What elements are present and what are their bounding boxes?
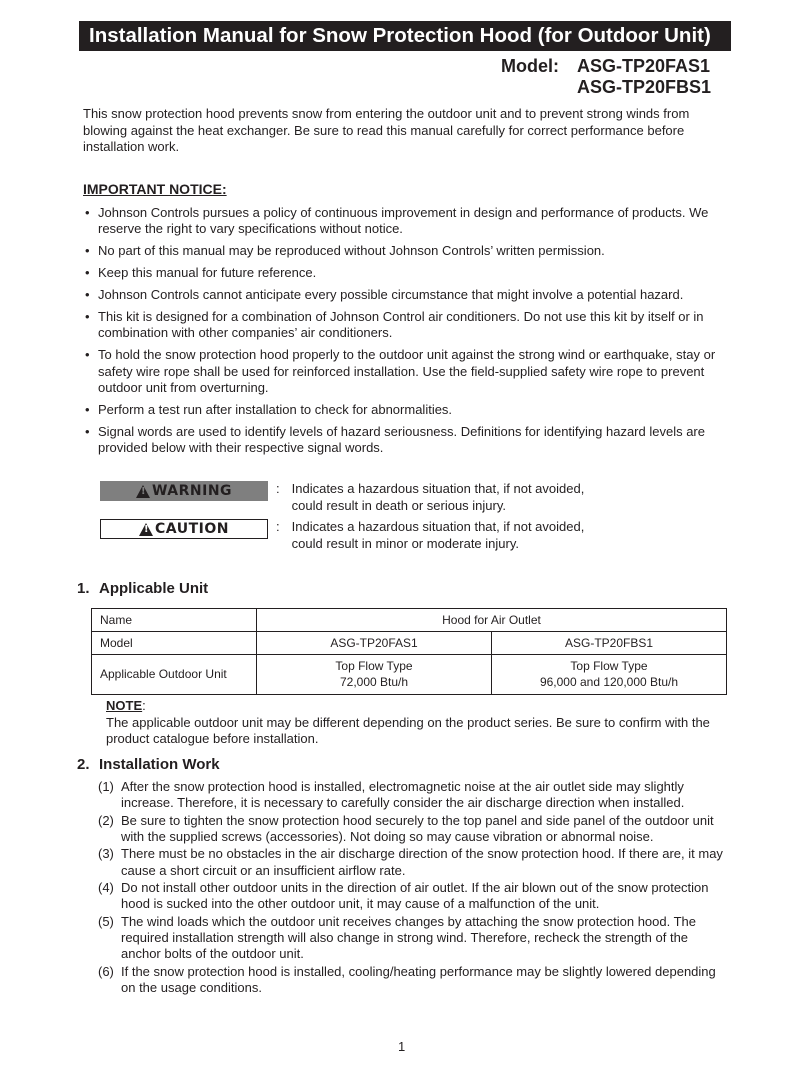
note: NOTE: The applicable outdoor unit may be different depending on the product series. Be sure to confirm with the product catalogue before installation.	[106, 698, 726, 748]
list-item: • Keep this manual for future reference.	[85, 265, 317, 281]
list-item: • Johnson Controls pursues a policy of continuous improvement in design and performance of products. We reserve the right to vary specifications without notice.	[85, 205, 709, 237]
list-item: (5) The wind loads which the outdoor unit receives changes by attaching the snow protection hood. The required installation strength will also change in strong wind. Therefore, recheck the strength of the anchor bolts of the outdoor unit.	[98, 913, 697, 962]
model-block	[501, 56, 711, 98]
model-label: Model:	[500, 56, 559, 76]
applicable-unit-table	[91, 608, 727, 695]
caution-description: Indicates a hazardous situation that, if not avoided,	[291, 519, 585, 534]
list-item: (2) Be sure to tighten the snow protection hood securely to the top panel and side panel of the outdoor unit with the supplied screws (accessories). Not doing so may cause vibration or abnormal noise.	[98, 812, 714, 844]
table-row: Name Hood for Air Outlet	[92, 609, 727, 632]
intro-paragraph: This snow protection hood prevents snow from entering the outdoor unit and to prevent strong winds from blowing against the heat exchanger. Be sure to read this manual carefully for correct performance before installation work.	[83, 106, 690, 154]
warning-description: could result in death or serious injury.	[291, 497, 506, 513]
warning-description: Indicates a hazardous situation that, if not avoided,	[291, 481, 585, 496]
list-item: • Signal words are used to identify levels of hazard seriousness. Definitions for identifying hazard levels are provided below with their respective signal words.	[85, 423, 705, 456]
list-item: • No part of this manual may be reproduced without Johnson Controls’ written permission.	[85, 243, 605, 259]
list-item: (4) Do not install other outdoor units in the direction of air outlet. If the air blown out of the snow protection hood is sucked into the other outdoor unit, it may cause of a malfunction of the unit.	[98, 880, 709, 912]
list-item: (6) If the snow protection hood is installed, cooling/heating performance may be slightly lowered depending on the usage conditions.	[98, 963, 716, 995]
caution-definition: ! CAUTION : Indicates a hazardous situation that, if not avoided, could result in minor or moderate injury.	[100, 519, 612, 552]
caution-badge: ! CAUTION	[100, 519, 268, 539]
page-title: Installation Manual for Snow Protection Hood (for Outdoor Unit)	[79, 21, 731, 51]
warning-icon	[136, 485, 150, 498]
section-heading-applicable-unit: 1. Applicable Unit	[77, 580, 209, 597]
caution-icon	[139, 523, 153, 536]
installation-work-list	[98, 779, 731, 997]
page-number: 1	[398, 1039, 406, 1054]
list-item: (1) After the snow protection hood is installed, electromagnetic noise at the air outlet side may slightly increase. Therefore, it is necessary to carefully consider the air discharge direction when installed.	[98, 779, 685, 811]
list-item: (3) There must be no obstacles in the air discharge direction of the snow protection hood. If there are, it may cause a short circuit or an insufficient airflow rate.	[98, 846, 723, 878]
model-code: ASG-TP20FAS1	[576, 56, 710, 76]
model-code: ASG-TP20FBS1	[576, 77, 711, 97]
list-item: • This kit is designed for a combination of Johnson Control air conditioners. Do not use this kit by itself or in combination with other companies’ air conditioners.	[85, 309, 704, 341]
important-notice-heading: IMPORTANT NOTICE:	[83, 181, 227, 197]
warning-definition: ! WARNING : Indicates a hazardous situation that, if not avoided, could result in death or serious injury.	[100, 481, 612, 514]
important-notice-list	[83, 205, 733, 462]
list-item: • To hold the snow protection hood properly to the outdoor unit against the strong wind or earthquake, stay or safety wire rope shall be used for reinforced installation. Use the field-supplied safety wire rope to prevent outdoor unit from overturning.	[85, 347, 716, 395]
caution-description: could result in minor or moderate injury.	[291, 535, 519, 551]
section-heading-installation-work: 2. Installation Work	[77, 756, 220, 773]
warning-badge: ! WARNING	[100, 481, 268, 501]
list-item: • Perform a test run after installation to check for abnormalities.	[85, 401, 453, 417]
table-row: Model ASG-TP20FAS1 ASG-TP20FBS1	[92, 632, 727, 655]
note-text: The applicable outdoor unit may be different depending on the product series. Be sure to confirm with the product catalogue before installation.	[106, 714, 710, 746]
table-row: Applicable Outdoor Unit Top Flow Type 72,000 Btu/h Top Flow Type 96,000 and 120,000 Btu/h	[92, 655, 727, 695]
list-item: • Johnson Controls cannot anticipate every possible circumstance that might involve a potential hazard.	[85, 287, 684, 303]
